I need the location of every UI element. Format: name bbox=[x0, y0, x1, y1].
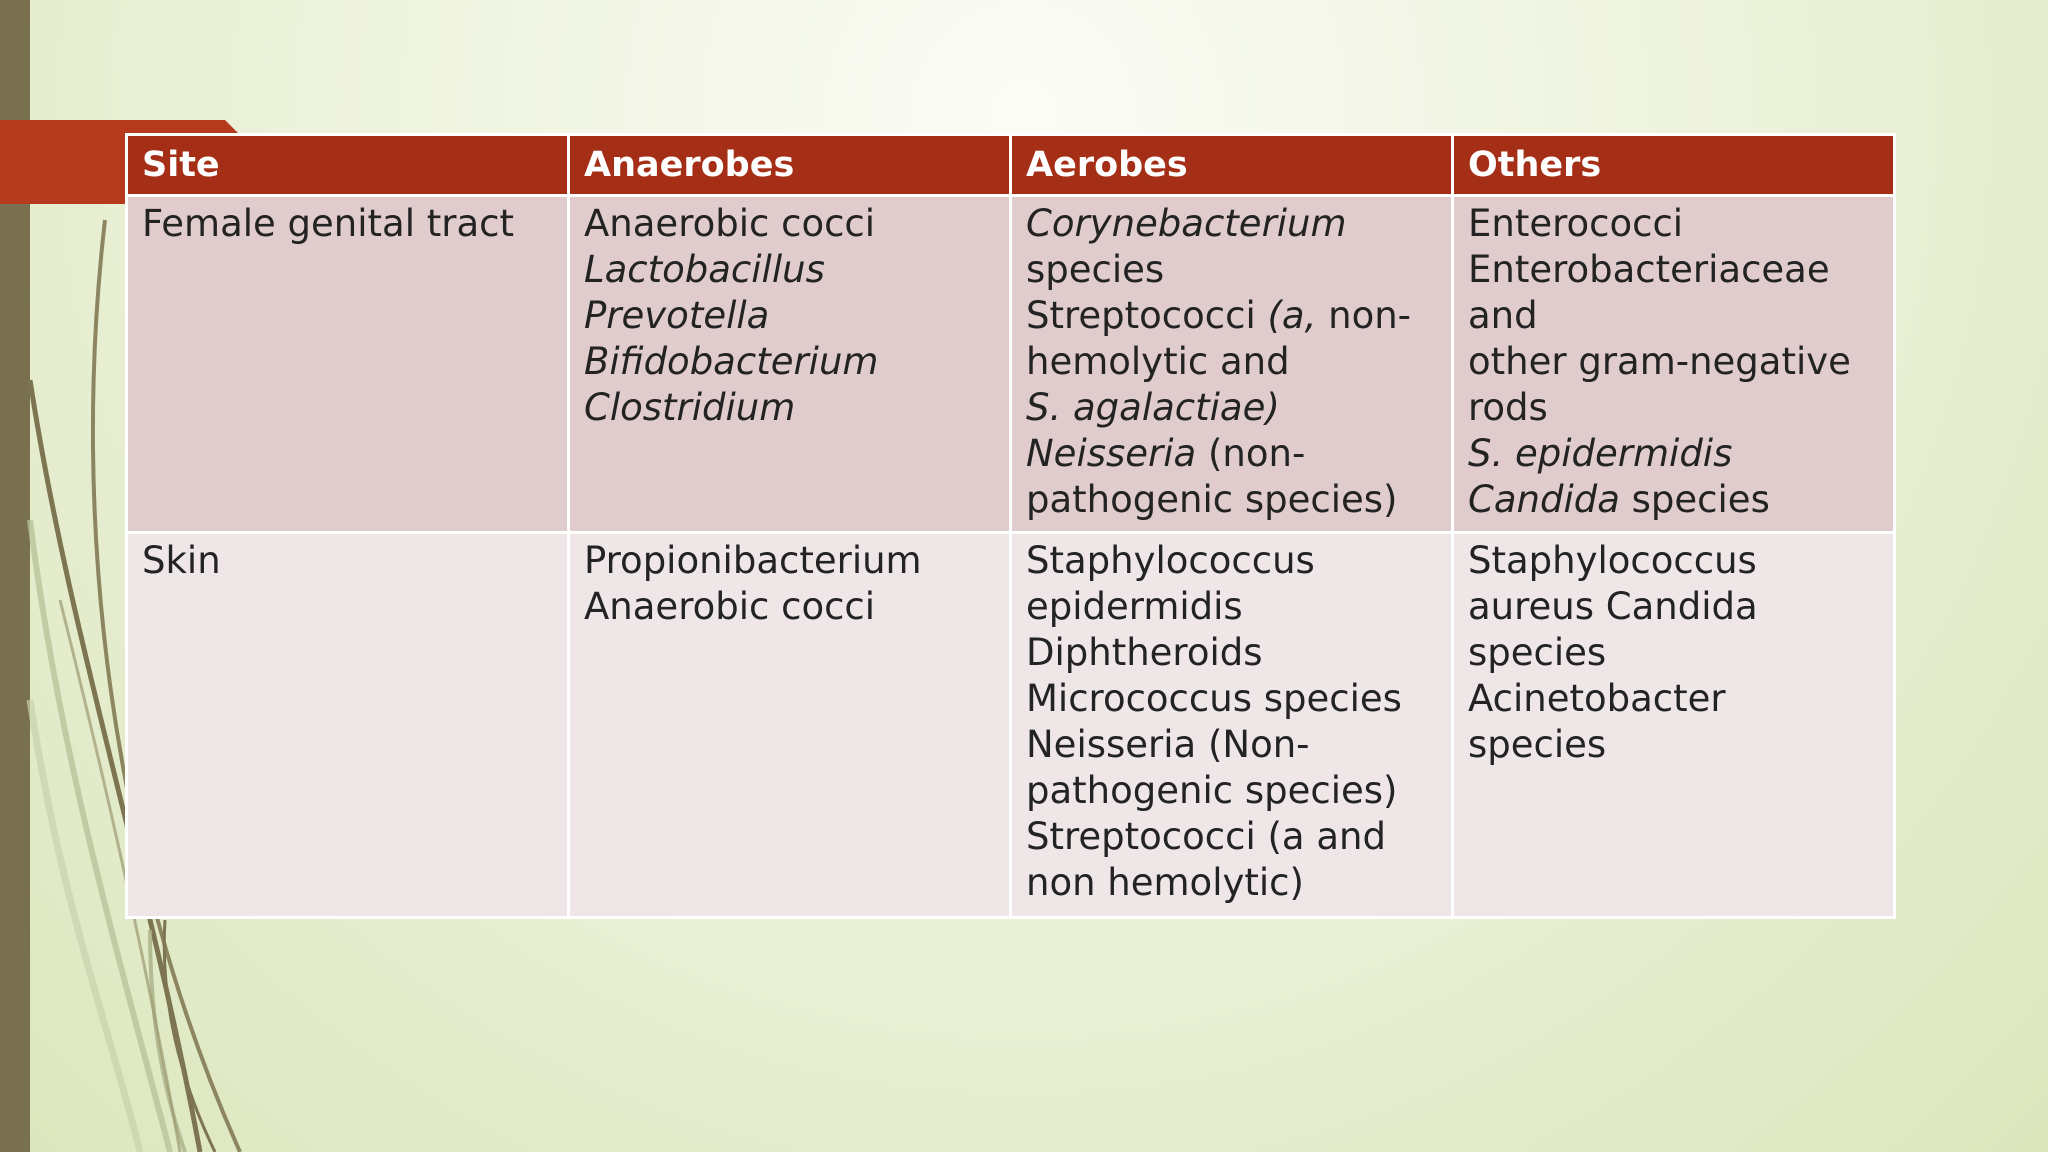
cell-text: Anaerobic cocci bbox=[584, 585, 876, 628]
header-anaerobes: Anaerobes bbox=[569, 135, 1011, 196]
cell-text: species bbox=[1468, 723, 1607, 766]
cell-text: Female genital tract bbox=[142, 202, 514, 245]
cell-anaerobes bbox=[569, 533, 1011, 918]
cell-text: other gram-negative bbox=[1468, 340, 1851, 383]
cell-text: (a, bbox=[1267, 294, 1317, 337]
table-row bbox=[127, 196, 1895, 533]
cell-text: species bbox=[1026, 248, 1165, 291]
header-others: Others bbox=[1453, 135, 1895, 196]
cell-text: Prevotella bbox=[584, 294, 770, 337]
cell-site bbox=[127, 533, 569, 918]
cell-text: Staphylococcus bbox=[1026, 539, 1315, 582]
cell-text: Bifidobacterium bbox=[584, 340, 879, 383]
cell-text: Streptococci bbox=[1026, 294, 1268, 337]
cell-others bbox=[1453, 196, 1895, 533]
header-site: Site bbox=[127, 135, 569, 196]
cell-text: non- bbox=[1316, 294, 1412, 337]
cell-text-line bbox=[1468, 477, 1879, 523]
cell-text: aureus Candida bbox=[1468, 585, 1758, 628]
cell-text: Neisseria (Non- bbox=[1026, 723, 1310, 766]
cell-text: Skin bbox=[142, 539, 221, 582]
cell-text: epidermidis bbox=[1026, 585, 1243, 628]
table-header-row bbox=[127, 135, 1895, 196]
cell-text: Clostridium bbox=[584, 386, 796, 429]
cell-aerobes bbox=[1011, 196, 1453, 533]
cell-text: species bbox=[1468, 631, 1607, 674]
cell-text: (non- bbox=[1196, 432, 1306, 475]
cell-text: pathogenic species) bbox=[1026, 769, 1398, 812]
cell-text: pathogenic species) bbox=[1026, 478, 1398, 521]
table-row bbox=[127, 533, 1895, 918]
cell-text: species bbox=[1619, 478, 1770, 521]
cell-text: and bbox=[1468, 294, 1538, 337]
cell-text: S. epidermidis bbox=[1468, 432, 1733, 475]
cell-text: S. agalactiae) bbox=[1026, 386, 1280, 429]
cell-text: Acinetobacter bbox=[1468, 677, 1726, 720]
microflora-table bbox=[125, 133, 1896, 919]
cell-text: Enterobacteriaceae bbox=[1468, 248, 1830, 291]
cell-text: Micrococcus species bbox=[1026, 677, 1402, 720]
header-aerobes: Aerobes bbox=[1011, 135, 1453, 196]
cell-text: Candida bbox=[1468, 478, 1620, 521]
cell-text: rods bbox=[1468, 386, 1548, 429]
cell-text: Streptococci (a and bbox=[1026, 815, 1386, 858]
cell-text: Anaerobic cocci bbox=[584, 202, 876, 245]
cell-text: Corynebacterium bbox=[1026, 202, 1347, 245]
cell-site bbox=[127, 196, 569, 533]
cell-text: non hemolytic) bbox=[1026, 861, 1304, 904]
cell-text: Propionibacterium bbox=[584, 539, 922, 582]
cell-text-line bbox=[1026, 293, 1437, 339]
cell-text-line bbox=[1026, 431, 1437, 477]
cell-text: Neisseria bbox=[1026, 432, 1197, 475]
cell-text: Enterococci bbox=[1468, 202, 1684, 245]
cell-anaerobes bbox=[569, 196, 1011, 533]
cell-text: Lactobacillus bbox=[584, 248, 825, 291]
cell-text: hemolytic and bbox=[1026, 340, 1290, 383]
cell-text: Diphtheroids bbox=[1026, 631, 1263, 674]
cell-others bbox=[1453, 533, 1895, 918]
cell-aerobes bbox=[1011, 533, 1453, 918]
cell-text: Staphylococcus bbox=[1468, 539, 1757, 582]
